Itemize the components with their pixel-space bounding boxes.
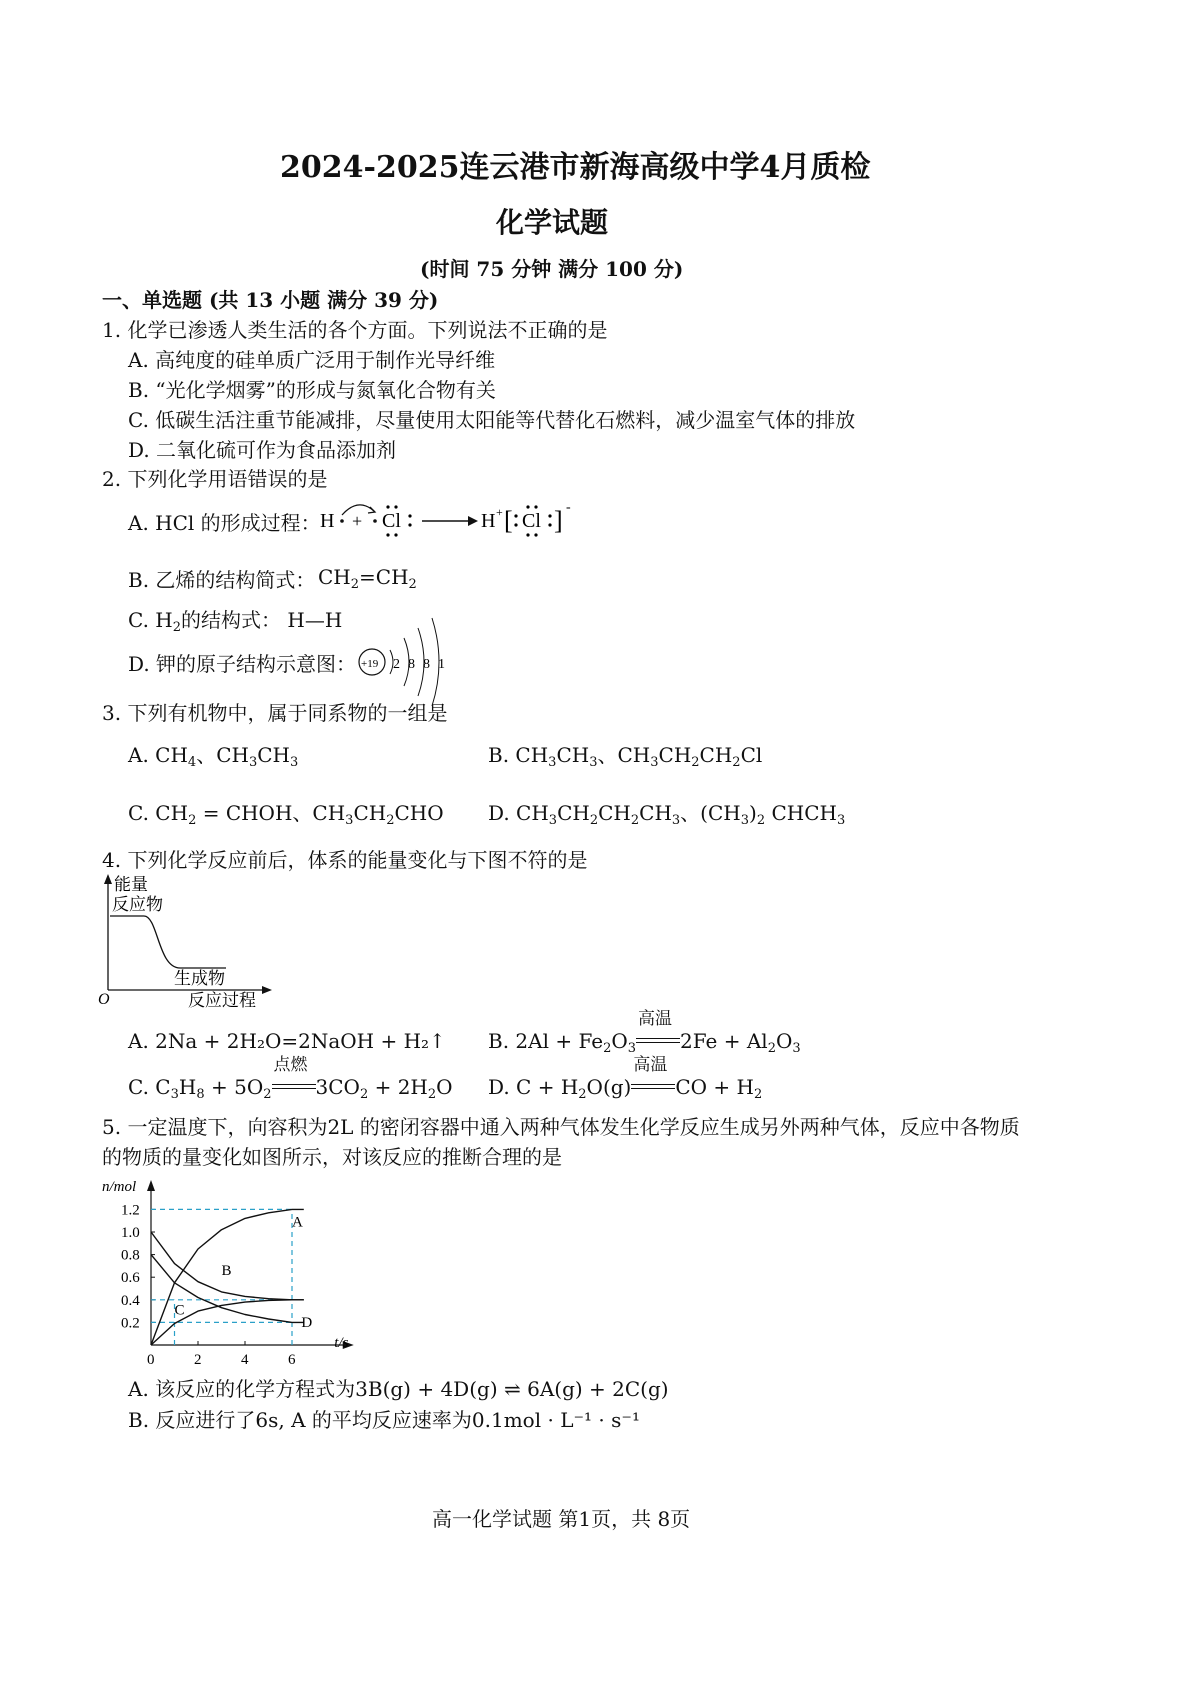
svg-text:+: + xyxy=(496,505,503,519)
q2-option-b-label: B. 乙烯的结构简式： xyxy=(128,568,316,592)
q2-option-c: C. $H_2$的结构式： H—H xyxy=(128,608,343,635)
q5-stem-line2: 的物质的量变化如图所示，对该反应的推断合理的是 xyxy=(102,1145,562,1169)
svg-text:]: ] xyxy=(554,506,563,535)
q1-option-a: A. 高纯度的硅单质广泛用于制作光导纤维 xyxy=(128,348,496,372)
potassium-atom-diagram xyxy=(356,612,456,712)
series-label-b: B xyxy=(221,1262,232,1279)
q3-option-c: C. $CH_2$ = CHOH、$CH_3CH_2CHO$ xyxy=(128,801,444,828)
svg-text:O: O xyxy=(98,991,110,1008)
y-tick-label: 0.8 xyxy=(121,1247,140,1264)
q1-option-d: D. 二氧化硫可作为食品添加剂 xyxy=(128,438,397,462)
series-label-a: A xyxy=(292,1214,303,1231)
q4-option-c: C. $C_3H_8 + 5O_2$ 点燃 $3CO_2 + 2H_2O$ xyxy=(128,1074,453,1108)
q2-option-a-label: A. HCl 的形成过程： xyxy=(128,511,321,535)
q5-stem-line1: 5. 一定温度下，向容积为2L 的密闭容器中通入两种气体发生化学反应生成另外两种气体，反应中各物质 xyxy=(102,1115,1020,1139)
page-footer: 高一化学试题 第1页，共 8页 xyxy=(432,1507,691,1531)
x-axis-label: t/s xyxy=(334,1335,349,1351)
y-axis-arrow xyxy=(147,1180,155,1191)
x-tick-label: 2 xyxy=(194,1352,202,1368)
x-tick-label: 6 xyxy=(288,1352,296,1368)
svg-text:-: - xyxy=(566,500,571,515)
q5-option-b: B. 反应进行了6s, A 的平均反应速率为0.1mol · L⁻¹ · s⁻¹ xyxy=(128,1408,640,1432)
svg-text:能量: 能量 xyxy=(114,875,148,895)
q5-option-a: A. 该反应的化学方程式为3B(g) + 4D(g) ⇌ 6A(g) + 2C(g) xyxy=(128,1377,669,1401)
ethylene-formula: $CH_2=CH_2$ xyxy=(318,565,417,592)
condition-high-temp: 高温 xyxy=(638,1009,673,1029)
y-tick-label: 0.4 xyxy=(121,1292,140,1309)
svg-text:+: + xyxy=(352,511,363,531)
y-tick-label: 0.6 xyxy=(121,1270,140,1287)
q3-option-d: D. $CH_3CH_2CH_2CH_3$、$(CH_3)_2$ $CHCH_3$ xyxy=(488,801,846,828)
y-tick-label: 1.0 xyxy=(121,1225,140,1241)
q4-option-b: B. $2Al + Fe_2O_3$ 高温 $2Fe + Al_2O_3$ xyxy=(488,1028,801,1062)
svg-text:Cl: Cl xyxy=(382,510,401,532)
y-tick-label: 1.2 xyxy=(121,1202,140,1219)
q3-option-a: A. $CH_4$、$CH_3CH_3$ xyxy=(128,743,299,770)
svg-text:H: H xyxy=(320,510,335,532)
subject-title: 化学试题 xyxy=(496,206,609,239)
amount-time-chart xyxy=(96,1175,386,1375)
q2-option-d-label: D. 钾的原子结构示意图： xyxy=(128,652,357,676)
y-tick-label: 0.2 xyxy=(121,1315,140,1332)
q3-stem: 3. 下列有机物中，属于同系物的一组是 xyxy=(102,701,448,725)
exam-title: 2024-2025连云港市新海高级中学4月质检 xyxy=(280,150,871,185)
section-heading: 一、单选题 (共 13 小题 满分 39 分) xyxy=(102,288,439,312)
svg-text:2: 2 xyxy=(393,657,400,672)
condition-high-temp-2: 高温 xyxy=(633,1055,668,1075)
energy-diagram xyxy=(96,870,276,1015)
y-axis-label: n/mol xyxy=(102,1179,137,1195)
series-label-c: C xyxy=(174,1302,185,1319)
q1-stem: 1. 化学已渗透人类生活的各个方面。下列说法不正确的是 xyxy=(102,318,608,342)
svg-text:1: 1 xyxy=(438,657,445,672)
svg-text:H: H xyxy=(481,510,496,532)
q2-stem: 2. 下列化学用语错误的是 xyxy=(102,467,328,491)
q4-option-d: D. $C + H_2O(g)$ 高温 CO + $H_2$ xyxy=(488,1074,762,1108)
svg-text:反应过程: 反应过程 xyxy=(188,991,256,1011)
q4-option-a: A. 2Na + 2H₂O=2NaOH + H₂↑ xyxy=(128,1029,446,1053)
svg-text:生成物: 生成物 xyxy=(174,969,225,989)
svg-text:Cl: Cl xyxy=(522,510,541,532)
q3-option-b: B. $CH_3CH_3$、$CH_3CH_2CH_2Cl$ xyxy=(488,743,763,770)
condition-ignite: 点燃 xyxy=(273,1055,308,1075)
series-label-d: D xyxy=(301,1314,313,1331)
q1-option-c: C. 低碳生活注重节能减排，尽量使用太阳能等代替化石燃料，减少温室气体的排放 xyxy=(128,408,856,432)
svg-text:[: [ xyxy=(504,506,513,535)
svg-text:8: 8 xyxy=(408,657,415,672)
svg-text:+19: +19 xyxy=(361,658,379,670)
x-tick-label: 4 xyxy=(241,1352,249,1368)
q1-option-b: B. “光化学烟雾”的形成与氮氧化合物有关 xyxy=(128,378,496,402)
svg-text:8: 8 xyxy=(423,657,430,672)
svg-text:反应物: 反应物 xyxy=(112,895,163,915)
time-note: (时间 75 分钟 满分 100 分) xyxy=(420,257,684,281)
hcl-formation-diagram xyxy=(318,495,578,545)
x-tick-label: 0 xyxy=(147,1352,155,1368)
q4-stem: 4. 下列化学反应前后，体系的能量变化与下图不符的是 xyxy=(102,848,588,872)
